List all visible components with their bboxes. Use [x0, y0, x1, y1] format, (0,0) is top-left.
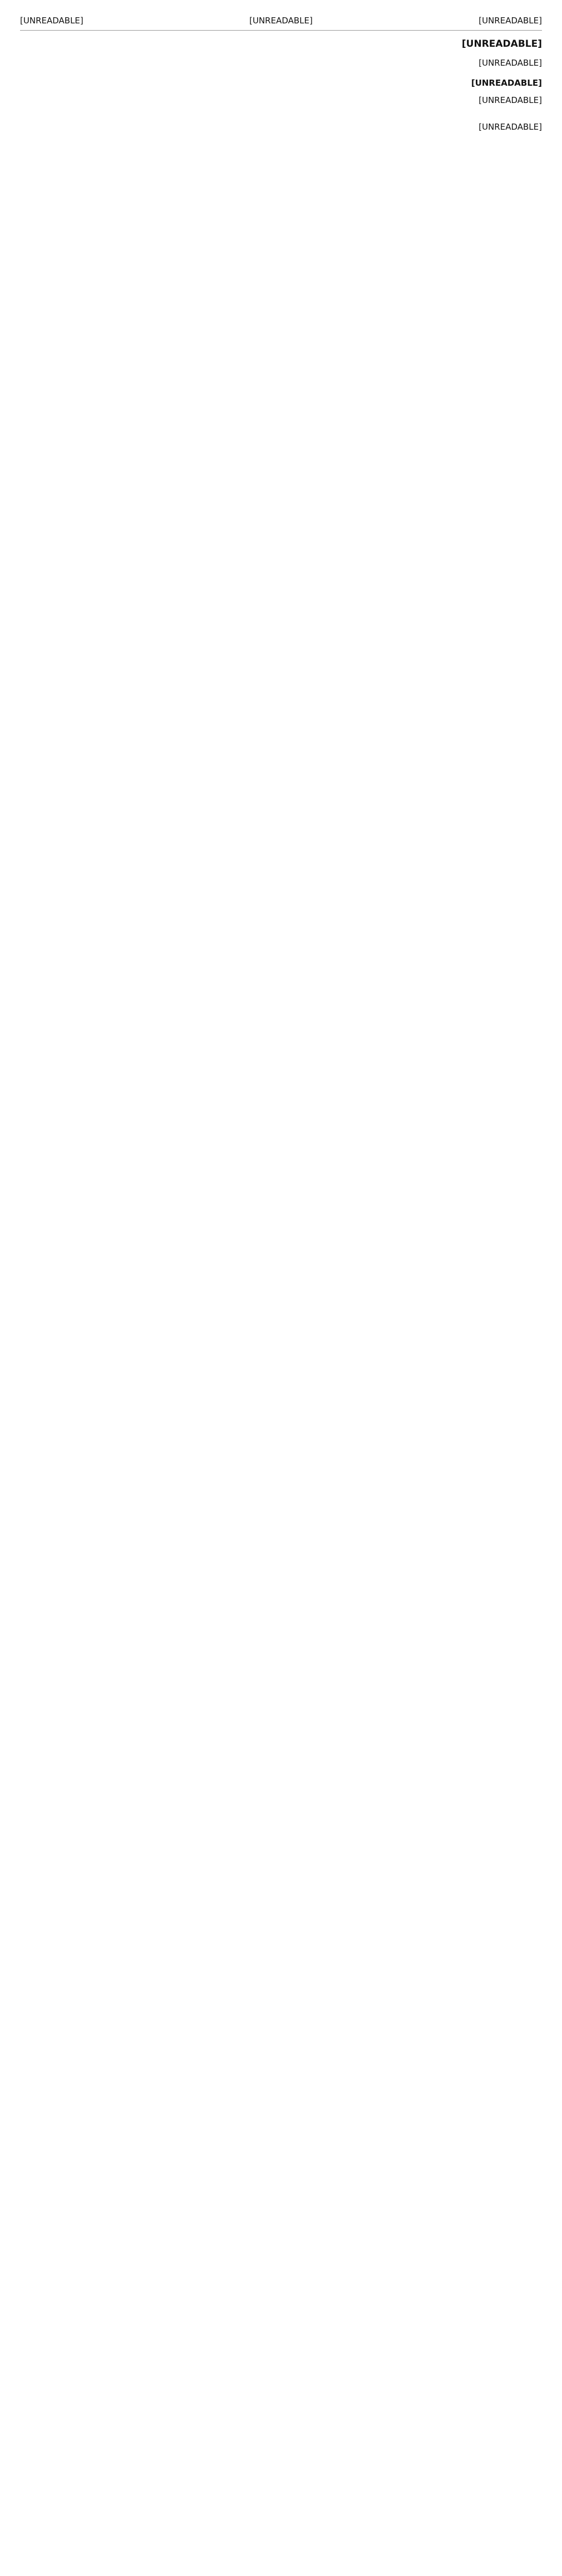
property-section-body: [UNREADABLE]: [479, 95, 542, 105]
notice-number: [UNREADABLE]: [479, 16, 542, 26]
notice-page: [0, 0, 562, 151]
notice-header: [20, 16, 542, 31]
property-section-heading: [UNREADABLE]: [471, 77, 542, 88]
notice-footer: [UNREADABLE]: [479, 122, 542, 132]
notice-title: [UNREADABLE]: [461, 38, 542, 50]
notice-intro: [UNREADABLE]: [479, 58, 542, 68]
notice-source: [UNREADABLE]: [249, 16, 313, 26]
notice-date: [UNREADABLE]: [20, 16, 83, 26]
property-section: [20, 78, 542, 109]
